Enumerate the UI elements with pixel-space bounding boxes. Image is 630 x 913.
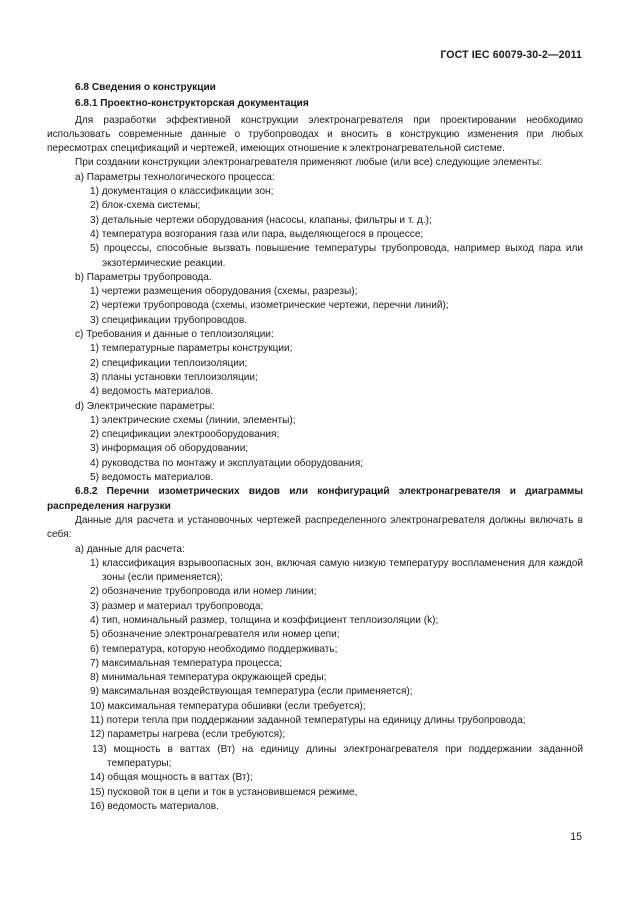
list-heading: a) данные для расчета: bbox=[75, 543, 185, 555]
list-item: 3) детальные чертежи оборудования (насосы, клапаны, фильтры и т. д.); bbox=[90, 214, 432, 226]
list-item: 10) максимальная температура обшивки (если требуется); bbox=[90, 700, 366, 712]
list-item: 4) температура возгорания газа или пара, выделяющегося в процессе; bbox=[90, 228, 424, 240]
list-item: 1) документация о классификации зон; bbox=[90, 186, 274, 198]
list-item: 15) пусковой ток в цепи и ток в установившемся режиме, bbox=[90, 786, 358, 798]
list-item: 13) мощность в ваттах (Вт) на единицу длины электронагревателя при поддержании заданной температуры; bbox=[92, 743, 583, 769]
list-item: 1) электрические схемы (линии, элементы); bbox=[90, 414, 296, 426]
list-item: 2) спецификации электрооборудования; bbox=[90, 429, 280, 441]
list-item: 2) спецификации теплоизоляции; bbox=[90, 357, 248, 369]
list-heading: b) Параметры трубопровода. bbox=[75, 271, 212, 283]
list-item: 3) информация об оборудовании; bbox=[90, 443, 249, 455]
list-item: 8) минимальная температура окружающей среды; bbox=[90, 672, 327, 684]
list-item: 3) планы установки теплоизоляции; bbox=[90, 371, 258, 383]
section-heading-6-8-1: 6.8.1 Проектно-конструкторская документация bbox=[75, 98, 309, 110]
list-item: 1) температурные параметры конструкции; bbox=[90, 343, 293, 355]
paragraph: При создании конструкции электронагревателя применяют любые (или все) следующие элементы: bbox=[75, 157, 543, 169]
list-item: 3) спецификации трубопроводов. bbox=[90, 314, 248, 326]
document-header: ГОСТ IEC 60079-30-2—2011 bbox=[440, 49, 582, 61]
list-item: 16) ведомость материалов. bbox=[90, 800, 219, 812]
section-heading-6-8-2: 6.8.2 Перечни изометрических видов или конфигураций электронагревателя и диаграммы распределения нагрузки bbox=[47, 486, 583, 512]
list-item: 4) руководства по монтажу и эксплуатации оборудования; bbox=[90, 457, 364, 469]
list-heading: d) Электрические параметры: bbox=[75, 400, 215, 412]
list-item: 7) максимальная температура процесса; bbox=[90, 657, 283, 669]
list-item: 5) ведомость материалов. bbox=[90, 472, 214, 484]
section-heading-6-8: 6.8 Сведения о конструкции bbox=[75, 82, 216, 93]
list-item: 5) обозначение электронагревателя или номер цепи; bbox=[90, 629, 340, 641]
document-body bbox=[47, 81, 583, 814]
list-item: 11) потери тепла при поддержании заданной температуры на единицу длины трубопровода; bbox=[90, 715, 526, 727]
list-item: 4) ведомость материалов. bbox=[90, 386, 214, 398]
list-item: 5) процессы, способные вызвать повышение температуры трубопровода, например выход пара или экзотермические реакции. bbox=[90, 243, 583, 269]
list-item: 3) размер и материал трубопровода; bbox=[90, 600, 264, 612]
list-item: 1) чертежи размещения оборудования (схемы, разрезы); bbox=[90, 286, 358, 298]
list-heading: c) Требования и данные о теплоизоляции: bbox=[75, 329, 274, 341]
list-item: 2) блок-схема системы; bbox=[90, 200, 201, 212]
list-item: 14) общая мощность в ваттах (Вт); bbox=[90, 772, 253, 784]
list-item: 4) тип, номинальный размер, толщина и коэффициент теплоизоляции (k); bbox=[90, 614, 439, 626]
paragraph: Для разработки эффективной конструкции электронагревателя при проектировании необходимо использовать современные данные о трубопроводах и вносить в конструкцию изменения при любых пересмотрах спецификаций и чертежей, имеющих отношение к электронагревательной системе. bbox=[47, 114, 583, 155]
paragraph: Данные для расчета и установочных чертежей распределенного электронагревателя должны включать в себя: bbox=[47, 514, 583, 541]
list-item: 2) обозначение трубопровода или номер линии; bbox=[90, 586, 317, 598]
list-heading: a) Параметры технологического процесса: bbox=[75, 171, 275, 183]
list-item: 6) температура, которую необходимо поддерживать; bbox=[90, 643, 338, 655]
list-item: 12) параметры нагрева (если требуются); bbox=[90, 729, 286, 741]
list-item: 2) чертежи трубопровода (схемы, изометрические чертежи, перечни линий); bbox=[90, 300, 449, 312]
page-number: 15 bbox=[570, 831, 582, 843]
list-item: 1) классификация взрывоопасных зон, включая самую низкую температуру воспламенения для каждой зоны (если применяется); bbox=[90, 557, 583, 584]
list-item: 9) максимальная воздействующая температура (если применяется); bbox=[90, 686, 413, 698]
